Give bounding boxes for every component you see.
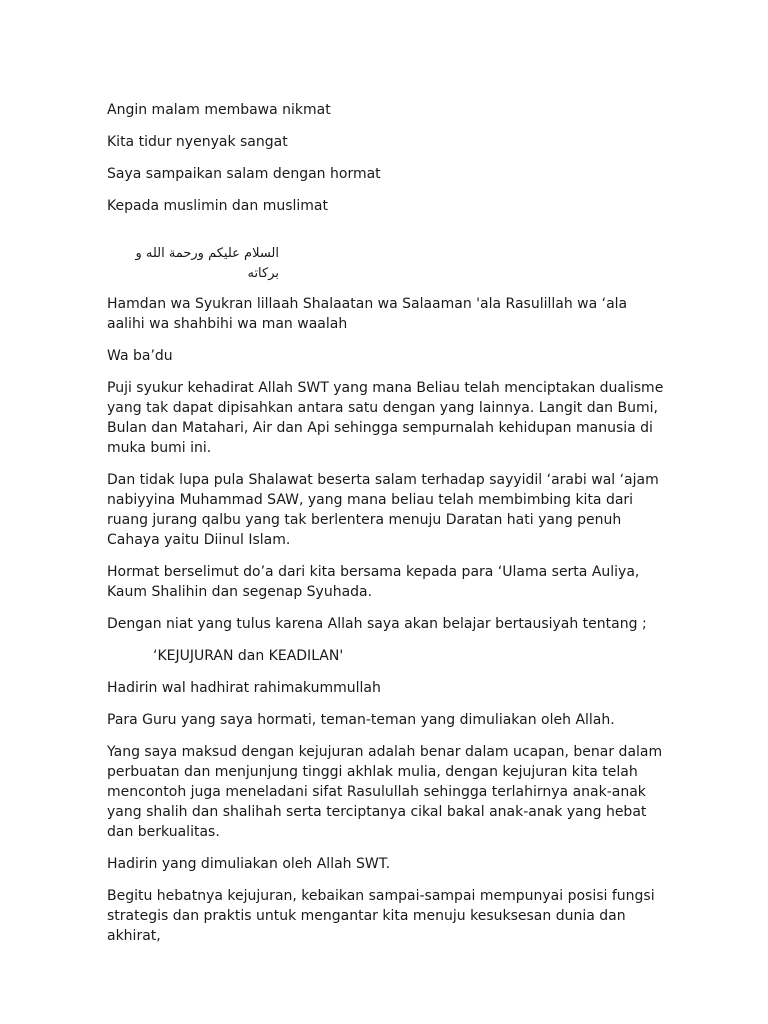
speech-title: ‘KEJUJURAN dan KEADILAN': [153, 648, 344, 664]
audience-address: Hadirin yang dimuliakan oleh Allah SWT.: [107, 856, 391, 872]
honesty-definition-paragraph: Yang saya maksud dengan kejujuran adalah benar dalam ucapan, benar dalam perbuatan dan menjunjung tinggi akhlak mulia, dengan kejujuran kita telah mencontoh juga meneladani sifat Rasulullah sehingga terlahirnya anak-anak yang shalih dan shalihah serta terciptanya cikal bakal anak-anak yang hebat dan berkualitas.: [107, 744, 663, 840]
pantun-line-2: Kita tidur nyenyak sangat: [107, 134, 288, 150]
honesty-importance-paragraph: Begitu hebatnya kejujuran, kebaikan sampai-sampai mempunyai posisi fungsi strategis dan praktis untuk mengantar kita menuju kesuksesan dunia dan akhirat,: [107, 888, 655, 944]
document-body: [107, 100, 667, 958]
wa-badu: Wa ba’du: [107, 348, 173, 364]
arabic-salam: السلام عليكم ورحمة الله و بركاته: [135, 246, 279, 281]
audience-greeting: Hadirin wal hadhirat rahimakummullah: [107, 680, 381, 696]
pantun-line-3: Saya sampaikan salam dengan hormat: [107, 166, 381, 182]
opening-praise: Hamdan wa Syukran lillaah Shalaatan wa Salaaman 'ala Rasulillah wa ‘ala aalihi wa shahbihi wa man waalah: [107, 296, 628, 332]
teachers-greeting: Para Guru yang saya hormati, teman-teman yang dimuliakan oleh Allah.: [107, 712, 615, 728]
pantun-verse: [107, 100, 667, 216]
respect-paragraph: Hormat berselimut do’a dari kita bersama kepada para ‘Ulama serta Auliya, Kaum Shalihin dan segenap Syuhada.: [107, 564, 640, 600]
shalawat-paragraph: Dan tidak lupa pula Shalawat beserta salam terhadap sayyidil ‘arabi wal ‘ajam nabiyyina Muhammad SAW, yang mana beliau telah membimbing kita dari ruang jurang qalbu yang tak berlentera menuju Daratan hati yang penuh Cahaya yaitu Diinul Islam.: [107, 472, 659, 548]
gratitude-paragraph: Puji syukur kehadirat Allah SWT yang mana Beliau telah menciptakan dualisme yang tak dapat dipisahkan antara satu dengan yang lainnya. Langit dan Bumi, Bulan dan Matahari, Air dan Api sehingga sempurnalah kehidupan manusia di muka bumi ini.: [107, 380, 664, 456]
intention-paragraph: Dengan niat yang tulus karena Allah saya akan belajar bertausiyah tentang ;: [107, 616, 647, 632]
pantun-line-1: Angin malam membawa nikmat: [107, 102, 331, 118]
pantun-line-4: Kepada muslimin dan muslimat: [107, 198, 328, 214]
